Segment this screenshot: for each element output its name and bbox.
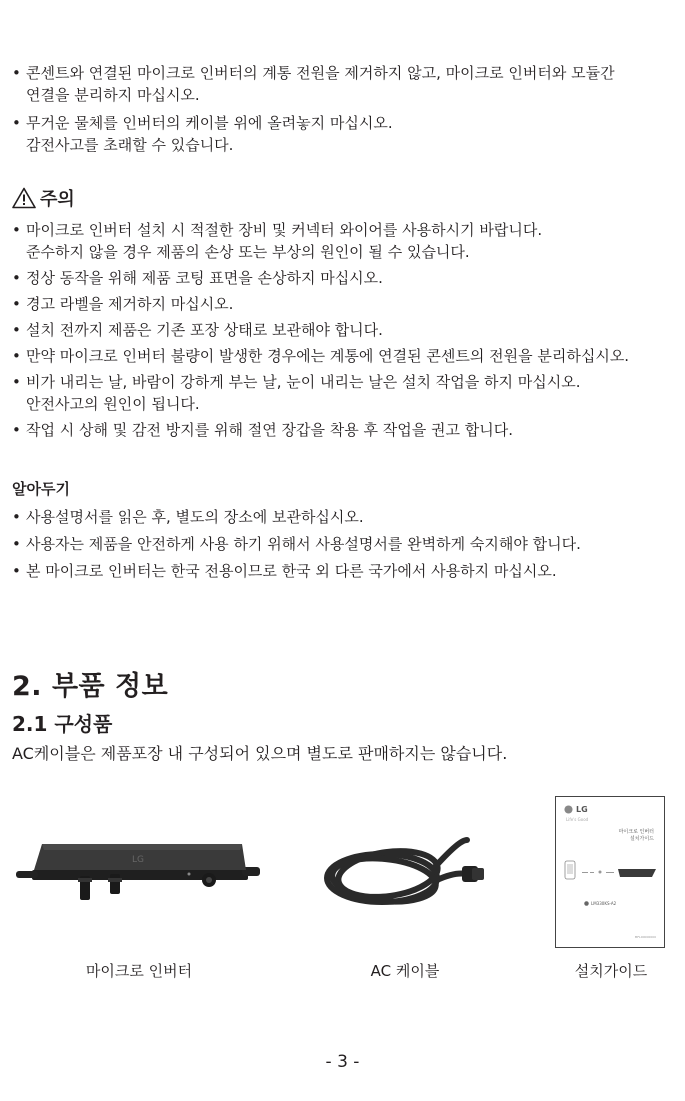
micro-inverter-image bbox=[14, 834, 262, 904]
guide-model: LM330KS-A2 bbox=[584, 901, 616, 906]
lg-logo-icon bbox=[564, 805, 573, 814]
guide-illustration bbox=[564, 859, 658, 885]
warning-triangle-icon bbox=[12, 187, 36, 209]
guide-title: 마이크로 인버터 설치가이드 bbox=[618, 829, 654, 842]
warning-list bbox=[12, 62, 615, 156]
install-guide-image: LG Life's Good 마이크로 인버터 설치가이드 LM330KS-A2 MFL00000000 bbox=[555, 796, 665, 948]
caution-item: • 비가 내리는 날, 바람이 강하게 부는 날, 눈이 내리는 날은 설치 작업을 하지 마십시오. 안전사고의 원인이 됩니다. bbox=[12, 371, 629, 415]
warning-item: • 콘센트와 연결된 마이크로 인버터의 계통 전원을 제거하지 않고, 마이크로 인버터와 모듈간 연결을 분리하지 마십시오. bbox=[12, 62, 615, 106]
notice-item: • 사용설명서를 읽은 후, 별도의 장소에 보관하십시오. bbox=[12, 506, 581, 528]
notice-list bbox=[12, 506, 581, 582]
micro-inverter-caption: 마이크로 인버터 bbox=[85, 962, 193, 980]
install-guide-caption: 설치가이드 bbox=[574, 962, 648, 980]
warning-item: • 무거운 물체를 인버터의 케이블 위에 올려놓지 마십시오. 감전사고를 초래할 수 있습니다. bbox=[12, 112, 615, 156]
caution-item: • 마이크로 인버터 설치 시 적절한 장비 및 커넥터 와이어를 사용하시기 바랍니다. 준수하지 않을 경우 제품의 손상 또는 부상의 원인이 될 수 있습니다. bbox=[12, 219, 629, 263]
caution-item: • 경고 라벨을 제거하지 마십시오. bbox=[12, 293, 629, 315]
notice-item: • 본 마이크로 인버터는 한국 전용이므로 한국 외 다른 국가에서 사용하지 마십시오. bbox=[12, 560, 581, 582]
page-number: - 3 - bbox=[325, 1052, 360, 1072]
caution-item: • 만약 마이크로 인버터 불량이 발생한 경우에는 계통에 연결된 콘센트의 전원을 분리하십시오. bbox=[12, 345, 629, 367]
notice-item: • 사용자는 제품을 안전하게 사용 하기 위해서 사용설명서를 완벽하게 숙지해야 합니다. bbox=[12, 533, 581, 555]
caution-title: 주의 bbox=[40, 189, 75, 210]
caution-item: • 정상 동작을 위해 제품 코팅 표면을 손상하지 마십시오. bbox=[12, 267, 629, 289]
caution-list bbox=[12, 219, 629, 441]
caution-item: • 설치 전까지 제품은 기존 포장 상태로 보관해야 합니다. bbox=[12, 319, 629, 341]
model-dot-icon bbox=[584, 901, 589, 906]
caution-item: • 작업 시 상해 및 감전 방지를 위해 절연 장갑을 착용 후 작업을 권고 합니다. bbox=[12, 419, 629, 441]
section-title: 2. 부품 정보 bbox=[12, 671, 169, 702]
svg-text:LG: LG bbox=[132, 855, 144, 865]
section-subtitle: 2.1 구성품 bbox=[12, 712, 113, 736]
caution-heading bbox=[12, 186, 75, 210]
section-note: AC케이블은 제품포장 내 구성되어 있으며 별도로 판매하지는 않습니다. bbox=[12, 744, 508, 763]
ac-cable-image bbox=[322, 828, 490, 914]
notice-title: 알아두기 bbox=[12, 480, 70, 498]
guide-logo: LG bbox=[564, 805, 588, 814]
ac-cable-caption: AC 케이블 bbox=[370, 962, 440, 980]
